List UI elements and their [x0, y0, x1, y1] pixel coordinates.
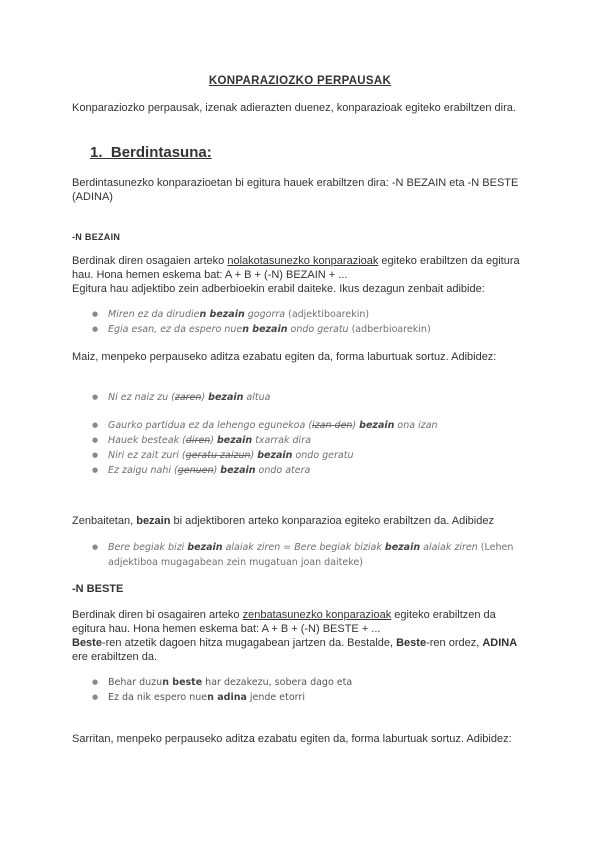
bezain-paragraph-1	[72, 254, 528, 296]
section-description: Berdintasunezko konparazioetan bi egitura hauek erabiltzen dira: -N BEZAIN eta -N BESTE (ADINA)	[72, 177, 519, 203]
page-title: KONPARAZIOZKO PERPAUSAK	[208, 75, 392, 87]
example-text: Ez da nik espero nue	[108, 692, 208, 703]
example-text: Miren ez da dirudie	[108, 309, 200, 320]
text: Berdinak diren osagaien arteko	[72, 255, 228, 267]
bezain-paragraph-3: Maiz, menpeko perpauseko aditza ezabatu egiten da, forma laburtuak sortuz. Adibidez:	[72, 351, 497, 363]
example-note: (Lehen adjektiboa mugagabean zein mugatuan joan daiteke)	[108, 542, 514, 568]
example-text: Hauek besteak (	[108, 435, 186, 446]
bezain-paragraph-4	[72, 514, 528, 528]
example-text: Ni ez naiz zu (	[108, 392, 175, 403]
short-form-examples	[92, 418, 522, 478]
example-bold: n bezain	[199, 309, 245, 320]
section-number: 1.	[90, 144, 103, 161]
struck-word: zaren	[174, 392, 202, 403]
example-text: ondo geratu	[292, 450, 354, 461]
text: Zenbaitetan,	[72, 515, 137, 527]
example-text: Gaurko partidua ez da lehengo egunekoa (	[108, 420, 313, 431]
struck-word: diren	[185, 435, 211, 446]
example-text: ona izan	[394, 420, 438, 431]
example-text: txarrak dira	[252, 435, 311, 446]
example-text: har dezakezu, sobera dago eta	[202, 677, 353, 688]
section-heading-berdintasuna	[90, 146, 390, 160]
example-text: Egia esan, ez da espero nue	[108, 324, 243, 335]
text: Egitura hau adjektibo zein adberbioekin erabil daiteke. Ikus dezagun zenbait adibide:	[72, 283, 485, 295]
example-bold: bezain	[208, 392, 244, 403]
bold-word: ADINA	[482, 637, 518, 649]
text: ere erabiltzen da.	[72, 651, 157, 663]
struck-word: genuen	[177, 465, 214, 476]
beste-examples	[92, 675, 522, 705]
example-text: Behar duzu	[108, 677, 163, 688]
list-item	[92, 390, 522, 405]
list-item	[92, 307, 522, 322]
example-text: Niri ez zait zuri (	[108, 450, 186, 461]
list-item	[92, 675, 522, 690]
text: -ren atzetik dagoen hitza mugagabean jartzen da. Bestalde,	[101, 637, 397, 649]
list-item	[92, 433, 522, 448]
example-bold: n bezain	[242, 324, 288, 335]
list-item	[92, 322, 522, 337]
text: egiteko erabiltzen da egitura hau. Hona hemen eskema bat: A + B + (-N) BEZAIN + ...	[72, 255, 520, 281]
text: Berdinak diren bi osagairen arteko	[72, 609, 243, 621]
underlined-term: zenbatasunezko konparazioak	[242, 609, 392, 621]
list-item	[92, 463, 522, 478]
example-bold: bezain	[359, 420, 395, 431]
example-text: ondo atera	[255, 465, 311, 476]
example-bold: bezain	[216, 435, 253, 446]
text: -ren ordez,	[426, 637, 483, 649]
example-text: gogorra	[244, 309, 286, 320]
example-text: alaiak ziren = Bere begiak biziak	[222, 542, 385, 553]
beste-heading: -N BESTE	[72, 583, 124, 595]
struck-word: izan den	[312, 420, 353, 431]
example-bold: bezain	[384, 542, 421, 553]
intro-paragraph: Konparaziozko perpausak, izenak adierazten duenez, konparazioak egiteko erabiltzen dira.	[72, 102, 516, 114]
bold-word: bezain	[136, 515, 171, 527]
list-item	[92, 418, 522, 433]
example-text: alaiak ziren	[420, 542, 478, 553]
example-bold: bezain	[187, 542, 223, 553]
text: egiteko erabiltzen da egitura hau. Hona hemen eskema bat: A + B + (-N) BESTE + ...	[72, 609, 496, 635]
example-note: (adjektiboarekin)	[285, 309, 370, 320]
underlined-term: nolakotasunezko konparazioak	[227, 255, 379, 267]
example-text: )	[201, 392, 209, 403]
text: bi adjektiboren arteko konparazioa egiteko erabiltzen da. Adibidez	[170, 515, 494, 527]
beste-paragraph-3: Sarritan, menpeko perpauseko aditza ezabatu egiten da, forma laburtuak sortuz. Adibidez:	[72, 733, 512, 745]
struck-word: geratu zaizun	[185, 450, 251, 461]
example-bold: n beste	[162, 677, 203, 688]
example-text: )	[250, 450, 258, 461]
example-text: )	[210, 435, 217, 446]
example-text: jende etorri	[246, 692, 305, 703]
bezain-heading: -N BEZAIN	[72, 232, 121, 242]
example-text: Ez zaigu nahi (	[108, 465, 178, 476]
example-bold: bezain	[220, 465, 256, 476]
example-text: ondo geratu	[287, 324, 349, 335]
bezain-examples	[92, 307, 522, 337]
section-title: Berdintasuna:	[110, 144, 212, 161]
list-item	[92, 540, 522, 570]
example-text: )	[213, 465, 221, 476]
example-note: (adberbioarekin)	[348, 324, 431, 335]
example-text: )	[352, 420, 360, 431]
example-bold: n adina	[207, 692, 247, 703]
list-item	[92, 690, 522, 705]
example-text: altua	[243, 392, 271, 403]
example-bold: bezain	[257, 450, 293, 461]
list-item	[92, 448, 522, 463]
bold-word: Beste	[396, 637, 427, 649]
beste-paragraph-1	[72, 608, 528, 664]
adjective-example	[92, 540, 522, 570]
example-text: Bere begiak bizi	[108, 542, 188, 553]
bold-word: Beste	[72, 637, 102, 649]
short-form-example-1	[92, 390, 522, 405]
